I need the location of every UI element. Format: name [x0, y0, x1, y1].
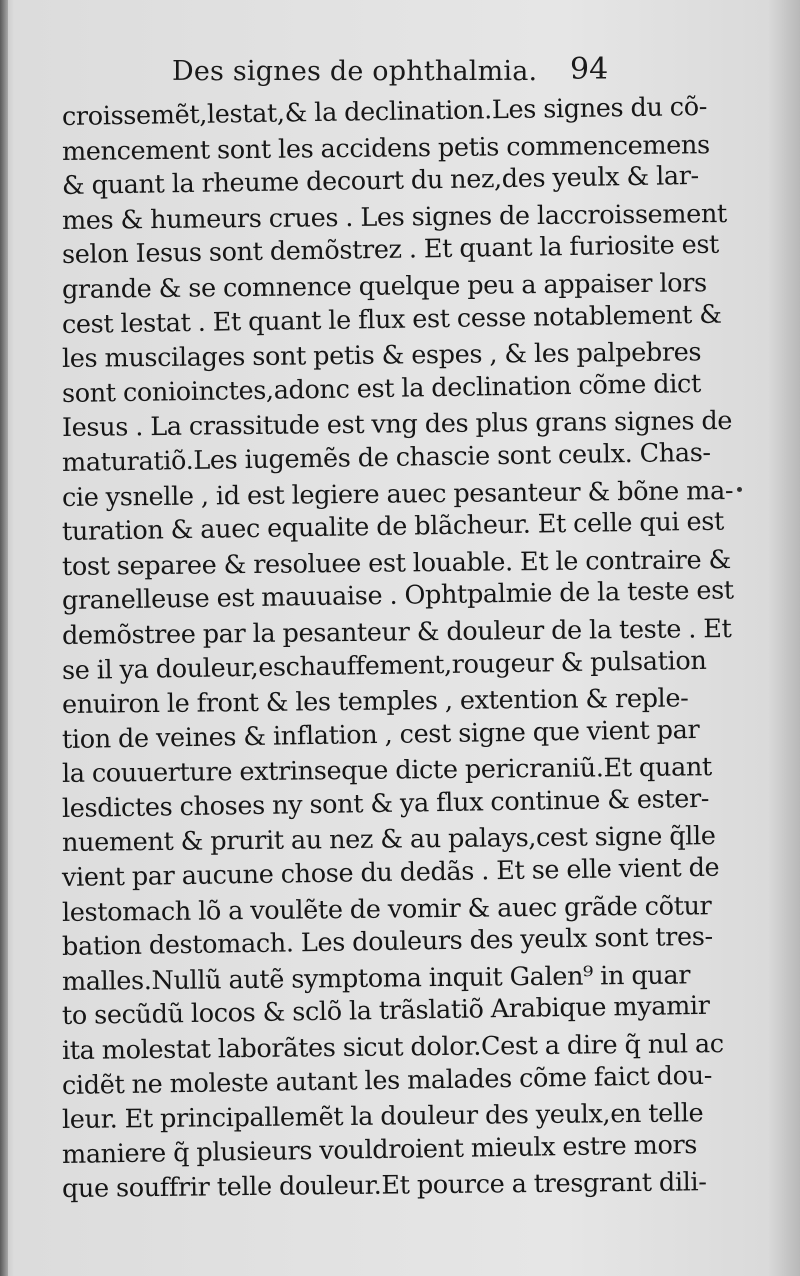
text-line: cie ysnelle , id est legiere auec pesanteur & bõne ma-	[61, 475, 734, 513]
text-line: cest lestat . Et quant le flux est cesse notablement &	[61, 299, 722, 340]
text-line: lesdictes choses ny sont & ya flux continue & ester-	[61, 783, 710, 824]
body-text	[61, 91, 734, 1205]
text-line: vient par aucune chose du dedãs . Et se elle vient de	[61, 852, 720, 894]
text-line: maturatiõ.Les iugemẽs de chascie sont ceulx. Chas-	[61, 437, 711, 478]
text-line: sont conioinctes,adonc est la declination cõme dict	[61, 368, 702, 409]
text-line: tost separee & resoluee est louable. Et le contraire &	[61, 544, 732, 582]
text-line: mencement sont les accidens petis commencemens	[61, 129, 710, 167]
text-line: ita molestat laborãtes sicut dolor.Cest a dire q̃ nul ac	[61, 1029, 724, 1067]
text-line: leur. Et principallemẽt la douleur des yeulx,en telle	[61, 1098, 704, 1136]
text-line: malles.Nullũ autẽ symptoma inquit Galen⁹ in quar	[61, 960, 691, 997]
text-line: les muscilages sont petis & espes , & les palpebres	[61, 337, 702, 375]
text-line: cidẽt ne moleste autant les malades cõme faict dou-	[61, 1060, 713, 1101]
text-line: croissemẽt,lestat,& la declination.Les signes du cõ-	[61, 91, 708, 132]
text-line: & quant la rheume decourt du nez,des yeulx & lar-	[61, 161, 700, 202]
text-line: que souffrir telle douleur.Et pource a tresgrant dili-	[61, 1167, 707, 1205]
text-line: la couuerture extrinseque dicte pericraniũ.Et quant	[61, 752, 712, 790]
text-line: selon Iesus sont demõstrez . Et quant la furiosite est	[61, 230, 720, 271]
text-line: maniere q̃ plusieurs vouldroient mieulx estre mors	[61, 1129, 698, 1170]
text-line: grande & se comnence quelque peu a appaiser lors	[61, 268, 707, 305]
page-number: 94	[570, 52, 609, 87]
text-line: bation destomach. Les douleurs des yeulx sont tres-	[61, 922, 713, 963]
margin-ink-dot	[737, 487, 742, 492]
text-line: granelleuse est mauuaise . Ophtpalmie de la teste est	[61, 575, 734, 617]
text-line: Iesus . La crassitude est vng des plus grans signes de	[61, 406, 733, 444]
text-line: to secũdũ locos & sclõ la trãslatiõ Arabique myamir	[61, 991, 710, 1032]
text-line: mes & humeurs crues . Les signes de laccroissement	[61, 198, 728, 236]
text-line: turation & auec equalite de blãcheur. Et celle qui est	[61, 506, 725, 548]
text-line: tion de veines & inflation , cest signe que vient par	[61, 714, 700, 755]
text-line: lestomach lõ a voulẽte de vomir & auec grãde cõtur	[61, 890, 712, 928]
running-head: Des signes de ophthalmia.	[172, 56, 538, 87]
text-line: nuement & prurit au nez & au palays,cest signe q̃lle	[61, 821, 716, 859]
text-line: demõstree par la pesanteur & douleur de la teste . Et	[61, 613, 732, 651]
text-line: se il ya douleur,eschauffement,rougeur & pulsation	[61, 645, 707, 686]
text-line: enuiron le front & les temples , extention & reple-	[61, 683, 689, 721]
